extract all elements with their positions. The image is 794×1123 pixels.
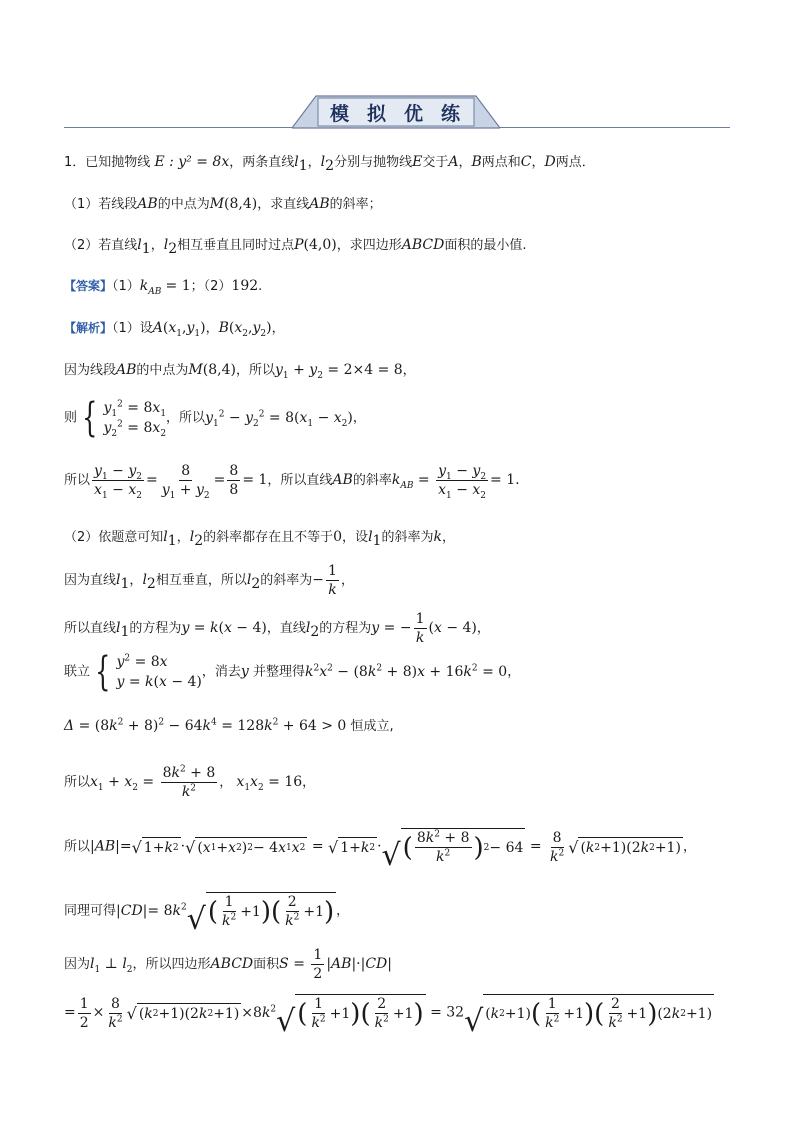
fraction: $\frac{8}{k^2}$: [108, 995, 123, 1031]
text: AB: [148, 286, 162, 297]
math: AB: [116, 362, 137, 378]
math: $x_1 + x_2$ =: [90, 774, 159, 793]
math: $y_1 + y_2 = 2\times 4 = 8$: [275, 362, 403, 381]
math: (8,4): [202, 362, 236, 378]
question-part-1: [64, 194, 382, 215]
fraction: $\frac{8}{k^2}$: [550, 829, 565, 865]
math: A: [448, 154, 459, 170]
math: $l_1$: [116, 572, 130, 592]
radical: √ ( k 2 +1)(2 k 2 +1): [126, 1003, 240, 1023]
math: = 1: [242, 472, 268, 488]
math: $y_1^2 - y_2^2 = 8(x_1 - x_2)$: [205, 408, 353, 429]
radical: √ ( $\frac{1}{k^2}$ +1 ) ( $\frac{2}{k^2}$ +1 ): [276, 996, 424, 1039]
math: $l_2$: [320, 154, 335, 174]
math: C: [520, 154, 532, 170]
text: ，所以: [235, 363, 275, 378]
text: 因为: [64, 957, 91, 972]
text: 交于: [422, 155, 449, 170]
fraction: $\frac{y_1 - y_2}{x_1 - x_2}$: [438, 463, 487, 501]
banner-char: 模: [329, 102, 351, 125]
fraction: $\frac{1}{k}$: [415, 611, 425, 646]
text: ；（2）: [190, 279, 232, 294]
text: 相互垂直，所以: [155, 573, 247, 588]
banner-char: 拟: [366, 102, 388, 125]
question-number: 1．: [64, 155, 86, 170]
text: 的方程为: [319, 621, 372, 636]
fraction: $\frac{1}{2}$: [79, 995, 89, 1031]
text: （2）依题意可知: [64, 530, 164, 545]
text: ，设: [342, 530, 369, 545]
text: 因为线段: [64, 363, 117, 378]
math: A: [152, 320, 163, 336]
solution-tag: 【解析】: [64, 321, 113, 335]
math: $l_1$: [294, 154, 308, 174]
banner-char: 优: [403, 102, 425, 125]
math: $l_2$: [305, 620, 320, 640]
math: [139, 278, 162, 297]
math: B: [471, 154, 482, 170]
fraction: $\frac{8}{y_1 + y_2}$: [161, 463, 210, 501]
solution-line: 【解析】（1）设$A(x_1,y_1)$，$B(x_2,y_2)$，: [64, 320, 285, 339]
solution-line: [64, 946, 392, 983]
fraction: $\frac{y_1 - y_2}{x_1 - x_2}$: [94, 463, 142, 501]
banner-title: [322, 98, 470, 126]
banner-char: 练: [440, 102, 462, 125]
text: ，所以直线: [267, 473, 333, 488]
text: 分别与抛物线: [334, 155, 413, 170]
radical: √ 1+ k 2: [131, 837, 179, 857]
text: 面积的最小值.: [444, 238, 527, 253]
solution-line: 同理可得$|CD|= 8k^2$ √ ( $\frac{1}{k^2}$ +1 ) ( $\frac{2}{k^2}$ +1 ) ，: [64, 894, 350, 937]
math: =: [145, 472, 158, 488]
text: 的中点为: [157, 197, 210, 212]
answer-line: [64, 276, 262, 297]
fraction: $\frac{8k^2 + 8}{k^2}$: [162, 764, 216, 800]
math: AB: [309, 196, 330, 212]
math: AB: [332, 472, 353, 488]
answer-value: 192: [231, 278, 259, 294]
math: E: [412, 154, 423, 170]
math: M: [188, 362, 203, 378]
text: （1）设: [112, 321, 153, 336]
math: (4,0): [303, 237, 337, 253]
math: P: [294, 237, 304, 253]
math: = 1: [165, 278, 191, 294]
math: −: [312, 572, 325, 588]
math: $|CD|= 8k^2$: [116, 901, 187, 919]
math: =: [413, 472, 435, 488]
math: $(x_1,y_1)$: [162, 320, 206, 339]
math: = 1.: [490, 472, 520, 488]
text: 的斜率都存在且不等于: [203, 530, 334, 545]
text: 的斜率；: [329, 197, 382, 212]
solution-line: 联立 { $y^2 = 8x$ y = k(x − 4) ，消去y 并整理得$k^2x^2 - (8k^2 + 8)x + 16k^2 = 0$，: [64, 649, 521, 695]
math: $l_2$: [163, 237, 178, 257]
text: ，所以: [166, 410, 206, 426]
equation-system: { $y_1^2 = 8x_1$ $y_2^2 = 8x_2$: [82, 395, 167, 441]
text: 所以直线: [64, 621, 117, 636]
math: (x − 4): [428, 620, 477, 636]
fraction: $\frac{1}{k}$: [328, 563, 337, 598]
math: $l_1$ ⊥ $l_2$: [90, 956, 133, 975]
fraction: $\frac{8}{8}$: [229, 463, 239, 498]
solution-line: 所以$x_1 + x_2$ = $\frac{8k^2 + 8}{k^2}$ ， $x_1x_2 = 16$，: [64, 764, 316, 800]
text: k: [139, 278, 149, 294]
text: 所以: [64, 473, 91, 488]
text: 联立: [64, 664, 91, 680]
text: 则: [64, 410, 78, 426]
equation-system: { $y^2 = 8x$ y = k(x − 4): [95, 649, 202, 695]
fraction: $\frac{1}{2}$: [313, 947, 323, 982]
math: |AB|=: [90, 838, 132, 855]
text: 恒成立,: [350, 719, 394, 734]
math: $l_1$: [116, 620, 130, 640]
solution-line: [64, 462, 520, 499]
answer-tag: 【答案】: [64, 279, 113, 293]
text: 两点．: [555, 155, 595, 170]
question-line: 1．已知抛物线 E : y² = 8x，两条直线$l_1$，$l_2$分别与抛物线E交于A，B两点和C，D两点．: [64, 154, 595, 174]
text: 的斜率: [352, 473, 392, 488]
math: $k^2x^2 - (8k^2 + 8)x + 16k^2 = 0$: [304, 662, 508, 680]
text: ，求直线: [257, 197, 310, 212]
math: $l_2$: [246, 572, 261, 592]
text: （1）: [112, 279, 140, 294]
text: 已知抛物线: [85, 155, 151, 170]
math: 0: [333, 529, 343, 545]
text: 两点和: [481, 155, 521, 170]
solution-line: 所以直线$l_1$的方程为y = k(x − 4)，直线$l_2$的方程为y = − $\frac{1}{k}$ (x − 4)，: [64, 611, 490, 646]
text: 同理可得: [64, 903, 117, 919]
math: $l_1$: [137, 237, 151, 257]
text: （2）若直线: [64, 238, 138, 253]
text: 所以: [64, 775, 91, 790]
solution-line: 则 { $y_1^2 = 8x_1$ $y_2^2 = 8x_2$ ，所以$y_1^2 - y_2^2 = 8(x_1 - x_2)$，: [64, 395, 366, 441]
radical: √ ( $\frac{1}{k^2}$ +1 ) ( $\frac{2}{k^2}$ +1 ): [186, 894, 335, 937]
math: $x_1x_2 = 16$: [236, 774, 303, 793]
math: y = k(x − 4): [181, 620, 267, 636]
math: M: [209, 196, 225, 212]
radical: √ ( $\frac{8k^2 + 8}{k^2}$ ) 2 − 64: [381, 829, 524, 873]
math: E : y² = 8x: [154, 154, 230, 170]
section-banner: [292, 94, 500, 130]
math: |AB|·|CD|: [326, 956, 392, 972]
math: y: [240, 663, 249, 680]
text: 面积: [253, 957, 280, 972]
text: ，两条直线: [229, 155, 295, 170]
solution-line: （2）依题意可知$l_1$，$l_2$的斜率都存在且不等于0，设$l_1$的斜率为k，: [64, 529, 455, 549]
radical: √ ( x 1 + x 2 ) 2 − 4 x 1 x 2: [185, 837, 306, 857]
text: ，直线: [266, 621, 306, 636]
text: 所以: [64, 839, 91, 855]
math: =: [213, 472, 226, 488]
radical: √ 1+ k 2: [328, 837, 376, 857]
math: $k_{AB}$: [391, 472, 414, 491]
text: 并整理得: [252, 664, 305, 680]
math: AB: [137, 196, 158, 212]
text: 的中点为: [136, 363, 189, 378]
text: 因为直线: [64, 573, 117, 588]
math: $l_1$: [163, 529, 177, 549]
math: (8,4): [224, 196, 258, 212]
radical: √ ( k 2 +1) ( $\frac{1}{k^2}$ +1 ) ( $\frac{2}{k^2}$ +1 ) (2 k 2 +1): [464, 996, 713, 1039]
solution-line: = $\frac{1}{2}$ × $\frac{8}{k^2}$ √ ( k 2 +1)(2 k 2 +1) $\times 8k^2$ √ ( $\frac{1}{k^2}$ +1 ) ( $\frac{2}{k^2}$ +1 ) = 32 √ ( k 2 +1) ( $\frac{1}{k^2}$ +1 ) ( $\frac{2}{k^2}$ +1 ) (2 k 2 +1): [64, 995, 713, 1039]
math: k: [433, 529, 442, 545]
text: 的斜率为: [381, 530, 434, 545]
math: $l_1$: [368, 529, 382, 549]
math: $(x_2,y_2)$: [228, 320, 272, 339]
math: $l_2$: [189, 529, 204, 549]
text: 的方程为: [129, 621, 182, 636]
math: ABCD: [401, 237, 445, 253]
text: 相互垂直且同时过点: [177, 238, 295, 253]
math: B: [218, 320, 229, 336]
math: S =: [279, 956, 310, 972]
solution-line: 因为直线$l_1$，$l_2$相互垂直，所以$l_2$的斜率为− $\frac{1}{k}$ ，: [64, 563, 354, 598]
solution-line: 所以|AB|= √ 1+ k 2 · √ ( x 1 + x 2 ) 2 − 4 x 1 x 2 = √ 1+ k 2 · √ ( $\frac{8k^2 + 8}{k^2}$ ) 2 − 64 = $\frac{8}{k^2}$ √ ( k 2 +1)(2 k 2 +1) ，: [64, 829, 696, 873]
text: ，求四边形: [336, 238, 402, 253]
text: .: [258, 279, 263, 294]
math: ABCD: [210, 956, 254, 972]
math: =: [64, 1004, 76, 1021]
solution-line: [64, 716, 394, 737]
text: （1）若线段: [64, 197, 138, 212]
text: ，所以四边形: [132, 957, 211, 972]
text: ，消去: [201, 664, 241, 680]
math: y = −: [371, 620, 412, 636]
text: 的斜率为: [260, 573, 313, 588]
math: D: [544, 154, 556, 170]
math: $\Delta = (8k^2 + 8)^2 - 64k^4 = 128k^2 + 64 > 0$: [64, 717, 347, 734]
solution-line: 因为线段AB的中点为M(8,4)，所以$y_1 + y_2 = 2\times 4 = 8$，: [64, 362, 416, 381]
question-part-2: （2）若直线$l_1$，$l_2$相互垂直且同时过点P(4,0)，求四边形ABCD面积的最小值.: [64, 237, 527, 257]
radical: √ ( k 2 +1)(2 k 2 +1): [568, 837, 681, 857]
math: $l_2$: [142, 572, 156, 592]
